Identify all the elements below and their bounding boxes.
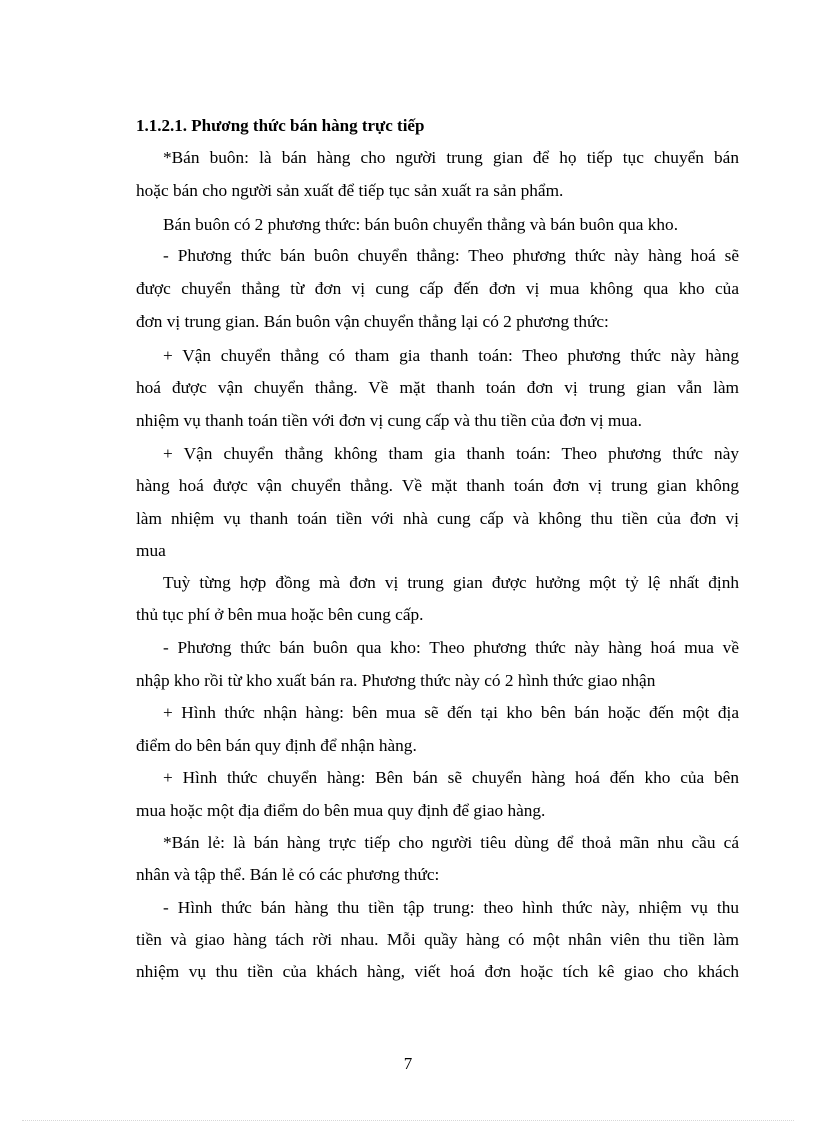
paragraph-line: nhiệm vụ thanh toán tiền với đơn vị cung cấp và thu tiền của đơn vị mua. [136,411,642,430]
paragraph-line: + Vận chuyển thẳng không tham gia thanh toán: Theo phương thức này [163,444,739,463]
paragraph-line: mua hoặc một địa điểm do bên mua quy định để giao hàng. [136,801,546,820]
paragraph-line: mua [136,541,166,560]
paragraph-line: + Hình thức chuyển hàng: Bên bán sẽ chuyển hàng hoá đến kho của bên [163,768,739,787]
paragraph-line: hàng hoá được vận chuyển thẳng. Về mặt thanh toán đơn vị trung gian không [136,476,739,495]
paragraph-line: + Vận chuyển thẳng có tham gia thanh toán: Theo phương thức này hàng [163,346,739,365]
section-heading: 1.1.2.1. Phương thức bán hàng trực tiếp [136,116,425,135]
page-bottom-divider [22,1120,794,1121]
paragraph-line: *Bán buôn: là bán hàng cho người trung gian để họ tiếp tục chuyển bán [163,148,739,167]
paragraph-line: nhập kho rồi từ kho xuất bán ra. Phương thức này có 2 hình thức giao nhận [136,671,656,690]
paragraph-line: *Bán lẻ: là bán hàng trực tiếp cho người tiêu dùng để thoả mãn nhu cầu cá [163,833,739,852]
paragraph-line: hoặc bán cho người sản xuất để tiếp tục sản xuất ra sản phẩm. [136,181,564,200]
paragraph-line: - Phương thức bán buôn chuyển thẳng: Theo phương thức này hàng hoá sẽ [163,246,739,265]
paragraph-line: đơn vị trung gian. Bán buôn vận chuyển thẳng lại có 2 phương thức: [136,312,609,331]
paragraph-line: Tuỳ từng hợp đồng mà đơn vị trung gian được hưởng một tỷ lệ nhất định [163,573,739,592]
paragraph-line: làm nhiệm vụ thanh toán tiền với nhà cung cấp và không thu tiền của đơn vị [136,509,739,528]
paragraph-line: Bán buôn có 2 phương thức: bán buôn chuyển thẳng và bán buôn qua kho. [163,215,679,234]
paragraph-line: được chuyển thẳng từ đơn vị cung cấp đến đơn vị mua không qua kho của [136,279,739,298]
paragraph-line: nhiệm vụ thu tiền của khách hàng, viết hoá đơn hoặc tích kê giao cho khách [136,962,739,981]
paragraph-line: hoá được vận chuyển thẳng. Về mặt thanh toán đơn vị trung gian vẫn làm [136,378,739,397]
paragraph-line: thủ tục phí ở bên mua hoặc bên cung cấp. [136,605,424,624]
paragraph-line: tiền và giao hàng tách rời nhau. Mỗi quầy hàng có một nhân viên thu tiền làm [136,930,739,949]
paragraph-line: - Phương thức bán buôn qua kho: Theo phương thức này hàng hoá mua về [163,638,739,657]
paragraph-line: - Hình thức bán hàng thu tiền tập trung: theo hình thức này, nhiệm vụ thu [163,898,739,917]
paragraph-line: nhân và tập thể. Bán lẻ có các phương thức: [136,865,440,884]
paragraph-line: + Hình thức nhận hàng: bên mua sẽ đến tại kho bên bán hoặc đến một địa [163,703,739,722]
paragraph-line: điểm do bên bán quy định để nhận hàng. [136,736,417,755]
page-number: 7 [403,1054,413,1073]
